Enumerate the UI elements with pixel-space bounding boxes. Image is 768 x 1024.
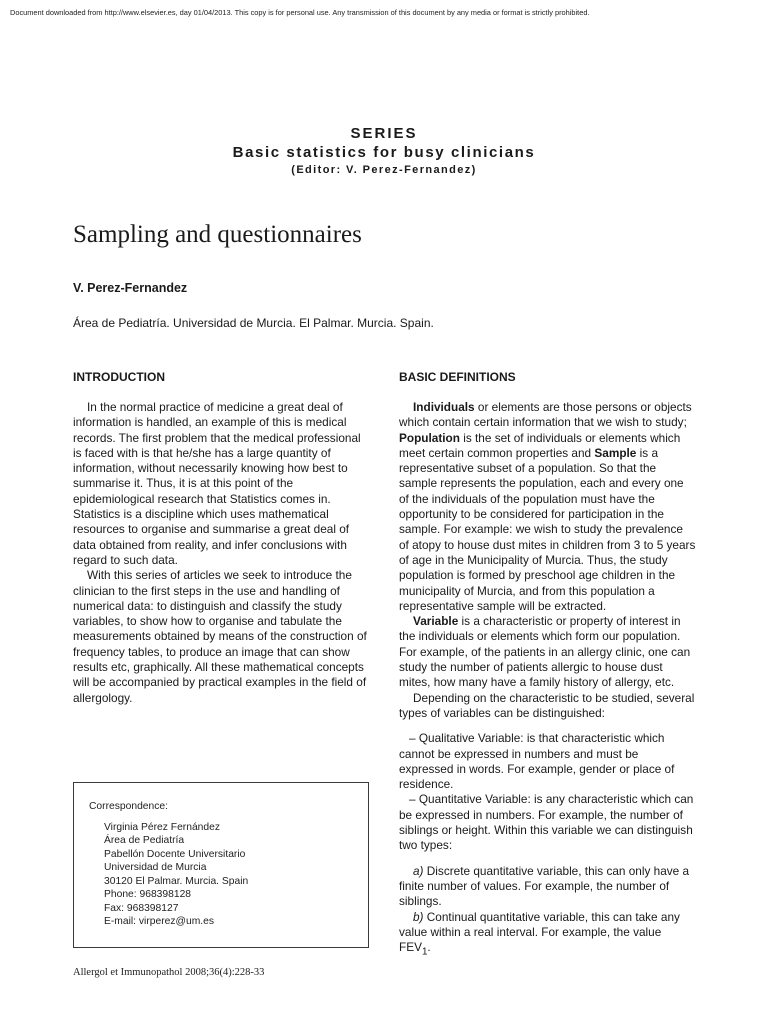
qualitative-item: – Qualitative Variable: is that characteristic which cannot be expressed in numbers and must be expressed in words. For example, gender or place of residence. bbox=[399, 731, 675, 792]
journal-citation: Allergol et Immunopathol 2008;36(4):228-33 bbox=[73, 967, 265, 978]
term-variable: Variable bbox=[413, 614, 459, 629]
correspondence-box bbox=[73, 782, 369, 948]
author-affiliation: Área de Pediatría. Universidad de Murcia. El Palmar. Murcia. Spain. bbox=[73, 316, 434, 330]
correspondence-line: Universidad de Murcia bbox=[104, 862, 207, 873]
series-title: SERIES bbox=[350, 125, 418, 142]
introduction-heading: INTRODUCTION bbox=[73, 370, 165, 384]
correspondence-label: Correspondence: bbox=[89, 801, 168, 812]
definitions-paragraph: Individuals or elements are those persons or objects which contain certain information that we wish to study; Population is the set of individuals or elements which meet certain common properties and Sample is a representative subset of a population. So that the sample represents the population, each and every one of the individuals of the population must have the opportunity to be considered for participation in the sample. For example: we wish to study the prevalence of atopy to house dust mites in children from 3 to 5 years of age in the Municipality of Murcia. Thus, the study population is formed by preschool age children in the municipality of Murcia, and from this population a representative sample will be extracted. bbox=[399, 400, 696, 613]
term-individuals: Individuals bbox=[413, 400, 475, 414]
discrete-item: a) Discrete quantitative variable, this can only have a finite number of values. For example, the number of siblings. bbox=[399, 863, 690, 909]
correspondence-line: Área de Pediatría bbox=[104, 835, 185, 846]
correspondence-email: E-mail: virperez@um.es bbox=[104, 916, 215, 927]
definitions-paragraph: Depending on the characteristic to be studied, several types of variables can be distinguished: bbox=[399, 690, 695, 720]
correspondence-line: Fax: 968398127 bbox=[104, 902, 179, 914]
correspondence-line: Pabellón Docente Universitario bbox=[104, 848, 246, 860]
article-title: Sampling and questionnaires bbox=[73, 221, 362, 248]
quantitative-item: – Quantitative Variable: is any characteristic which can be expressed in numbers. For example, the number of siblings or height. Within this variable we can distinguish two types: bbox=[399, 792, 694, 853]
download-notice: Document downloaded from http://www.elsevier.es, day 01/04/2013. This copy is for personal use. Any transmission of this document by any media or format is strictly prohibited. bbox=[10, 8, 590, 17]
correspondence-line: Virginia Pérez Fernández bbox=[104, 821, 221, 833]
introduction-paragraph: With this series of articles we seek to introduce the clinician to the first steps in the use and handling of numerical data: to distinguish and classify the study variables, to show how to organise and tabulate the measurements obtained by means of the construction of frequency tables, to produce an image that can show results etc, graphically. All these mathematical concepts will be accompanied by practical examples in the field of allergology. bbox=[73, 568, 367, 705]
introduction-column bbox=[73, 369, 370, 706]
definitions-heading: BASIC DEFINITIONS bbox=[399, 370, 516, 384]
author-name: V. Perez-Fernandez bbox=[73, 281, 188, 295]
correspondence-line: Phone: 968398128 bbox=[104, 889, 192, 900]
term-population: Population bbox=[399, 430, 460, 445]
continual-item: b) Continual quantitative variable, this can take any value within a real interval. For example, the value $FEV_1$. bbox=[399, 909, 680, 958]
introduction-paragraph: In the normal practice of medicine a great deal of information is handled, an example of this is medical records. The first problem that the medical professional is faced with is that he/she has a large quantity of information, without necessarily knowing how best to summarise it. Thus, it is at this point of the epidemiological research that Statistics comes in. Statistics is a discipline which uses mathematical resources to organise and summarise a great deal of data obtained from reality, and infer conclusions with regard to such data. bbox=[73, 400, 361, 567]
term-sample: Sample bbox=[594, 445, 637, 460]
correspondence-line: 30120 El Palmar. Murcia. Spain bbox=[104, 875, 249, 887]
definitions-column bbox=[399, 369, 696, 960]
series-subtitle: Basic statistics for busy clinicians bbox=[232, 144, 536, 161]
definitions-paragraph: Variable is a characteristic or property of interest in the individuals or elements which form our population. For example, of the patients in an allergy clinic, one can study the number of patients allergic to house dust mites, how many have a family history of allergy, etc. bbox=[399, 614, 691, 690]
series-editor: (Editor: V. Perez-Fernandez) bbox=[291, 164, 477, 176]
series-header bbox=[0, 124, 768, 178]
